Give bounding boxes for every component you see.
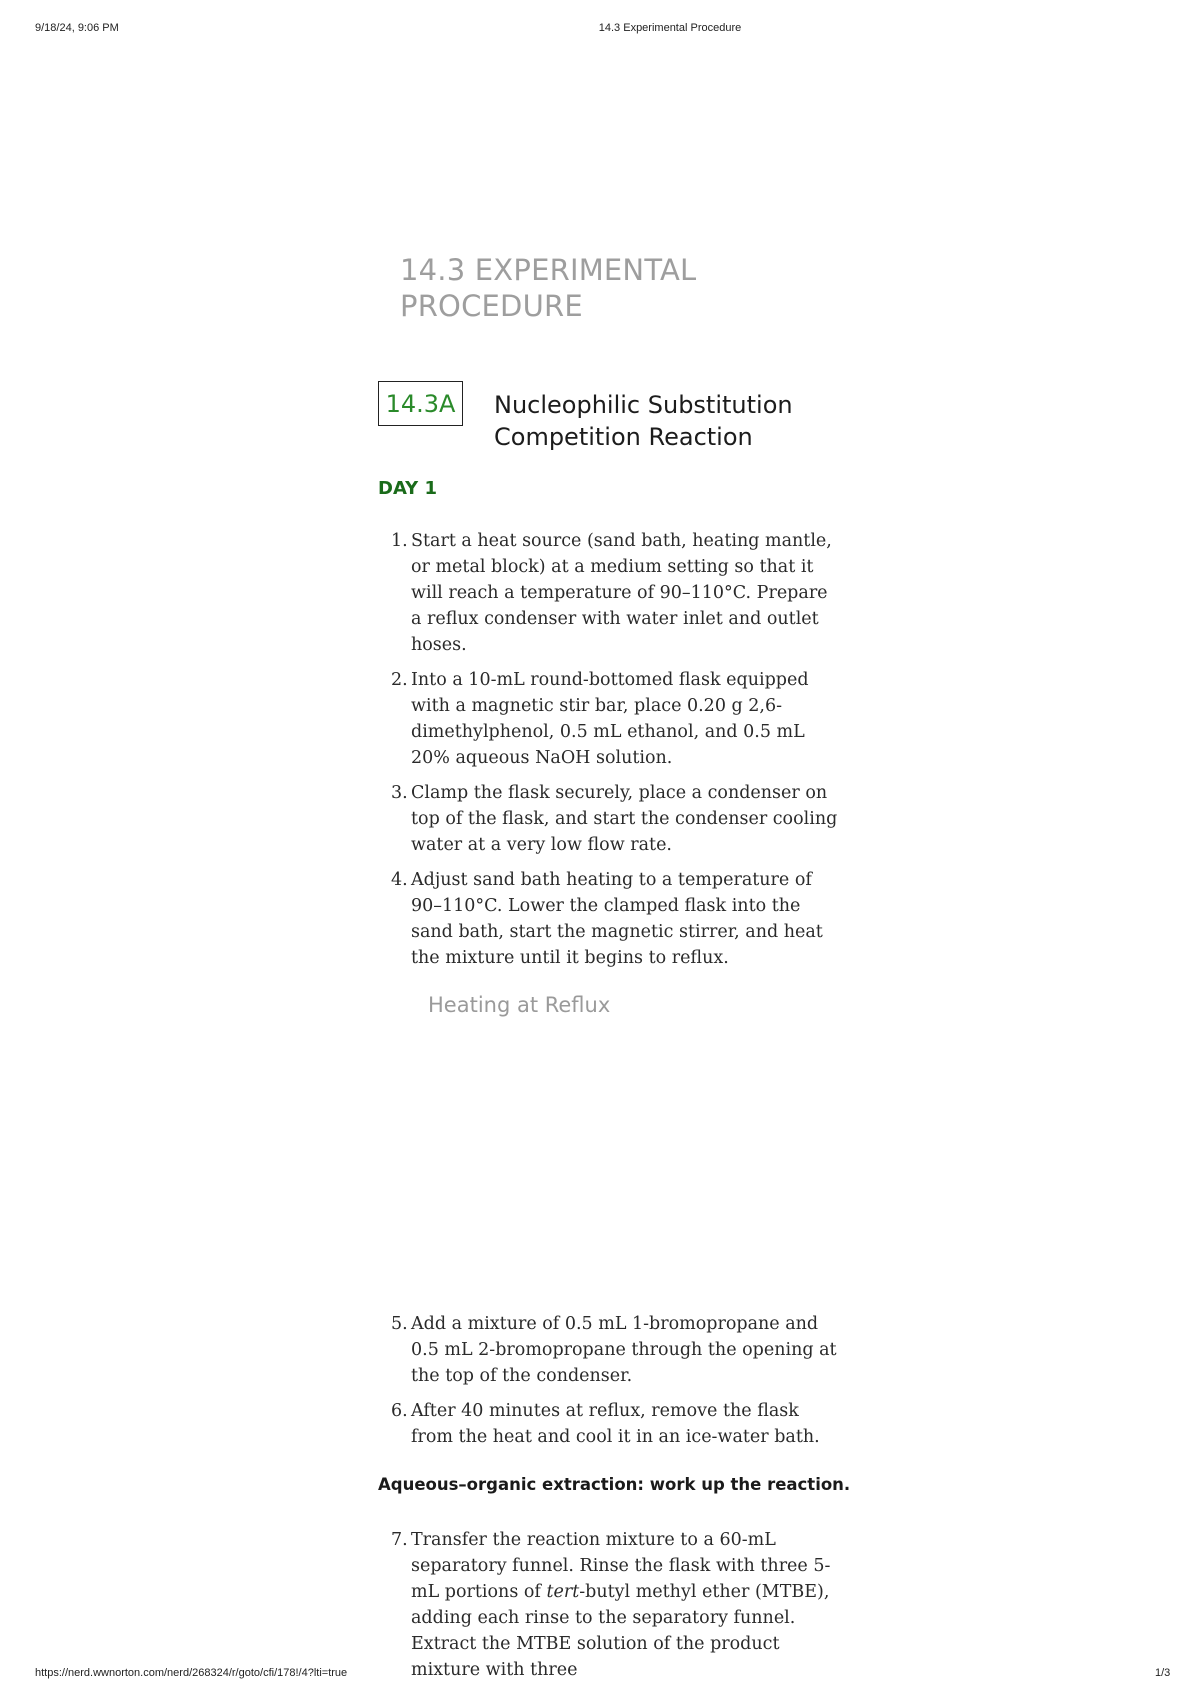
step-text: Clamp the flask securely, place a condenser on top of the flask, and start the condenser cooling water at a very low flow rate. — [411, 783, 838, 855]
step-text-after: -butyl methyl ether (MTBE), adding each rinse to the separatory funnel. Extract the MTBE solution of the product mixture with three — [411, 1582, 830, 1680]
step-number: 2. — [391, 670, 408, 690]
step-number: 6. — [391, 1401, 408, 1421]
step-text: Start a heat source (sand bath, heating mantle, or metal block) at a medium setting so that it will reach a temperature of 90–110°C. Prepare a reflux condenser with water inlet and outlet hoses. — [411, 531, 832, 655]
list-item — [378, 1311, 838, 1389]
procedure-steps-part2 — [378, 1311, 838, 1459]
print-header-date: 9/18/24, 9:06 PM — [35, 22, 119, 34]
procedure-steps-part3 — [378, 1527, 838, 1692]
list-item — [378, 1398, 838, 1450]
step-text: Add a mixture of 0.5 mL 1-bromopropane and 0.5 mL 2-bromopropane through the opening at the top of the condenser. — [411, 1314, 837, 1386]
step-number: 1. — [391, 531, 408, 551]
print-header-title: 14.3 Experimental Procedure — [598, 22, 742, 34]
step-text — [411, 1530, 830, 1680]
list-item — [378, 1527, 838, 1683]
print-footer-page-number: 1/3 — [1155, 1667, 1171, 1679]
step-number: 7. — [391, 1530, 408, 1550]
step-number: 4. — [391, 870, 408, 890]
day-label: DAY 1 — [378, 478, 437, 499]
page-title: 14.3 EXPERIMENTAL PROCEDURE — [400, 253, 697, 323]
procedure-steps-part1 — [378, 528, 838, 980]
list-item — [378, 780, 838, 858]
list-item — [378, 867, 838, 971]
subheading-extraction: Aqueous–organic extraction: work up the reaction. — [378, 1475, 851, 1494]
step-number: 5. — [391, 1314, 408, 1334]
figure-caption-heating-at-reflux: Heating at Reflux — [428, 993, 611, 1017]
step-text: After 40 minutes at reflux, remove the flask from the heat and cool it in an ice-water bath. — [411, 1401, 820, 1447]
step-text-before: Transfer the reaction mixture to a 60-mL separatory funnel. Rinse the flask with three 5-mL portions of — [411, 1530, 831, 1602]
section-number-box: 14.3A — [378, 381, 463, 426]
list-item — [378, 528, 838, 658]
step-text: Into a 10-mL round-bottomed flask equipped with a magnetic stir bar, place 0.20 g 2,6-dimethylphenol, 0.5 mL ethanol, and 0.5 mL 20% aqueous NaOH solution. — [411, 670, 809, 768]
step-text: Adjust sand bath heating to a temperature of 90–110°C. Lower the clamped flask into the sand bath, start the magnetic stirrer, and heat the mixture until it begins to reflux. — [411, 870, 823, 968]
section-title: Nucleophilic Substitution Competition Reaction — [494, 391, 793, 451]
step-number: 3. — [391, 783, 408, 803]
list-item — [378, 667, 838, 771]
step-text-italic: tert — [546, 1582, 580, 1602]
print-footer-url: https://nerd.wwnorton.com/nerd/268324/r/goto/cfi/178!/4?lti=true — [35, 1667, 348, 1679]
